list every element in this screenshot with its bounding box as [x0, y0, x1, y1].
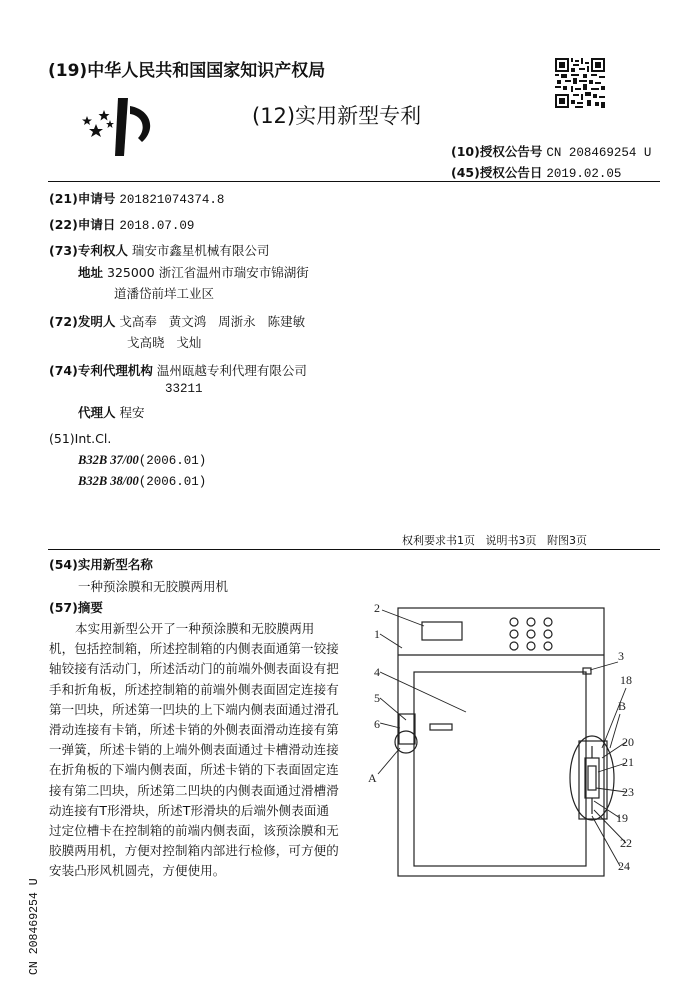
- intcl-version-1: (2006.01): [138, 454, 207, 468]
- publication-number-row: [451, 142, 651, 160]
- hinge-block: [583, 668, 591, 674]
- figure-label-23: 23: [622, 785, 634, 799]
- agency-label: (74)专利代理机构: [49, 363, 153, 378]
- header-divider: [48, 181, 660, 182]
- control-buttons: [510, 618, 552, 650]
- publication-date-row: [451, 163, 621, 181]
- figure-label-18: 18: [620, 673, 632, 687]
- qr-code: [555, 58, 605, 108]
- inventors-row: [49, 312, 305, 330]
- abstract-text: 本实用新型公开了一种预涂膜和无胶膜两用机，包括控制箱，所述控制箱的内侧表面通第一铰接轴铰接有活动门，所述活动门的前端外侧表面设有把手和折角板，所述控制箱的前端外侧表面固定连接有第一凹块，所述第一凹块的上下端内侧表面通过滑孔滑动连接有卡销，所述卡销的外侧表面滑动连接有第一弹簧，所述卡销的上端外侧表面通过卡槽滑动连接在折角板的下端内侧表面，所述卡销的下表面固定连接有第二凹块，所述第二凹块的内侧表面通过滑槽滑动连接有T形滑块，所述T形滑块的后端外侧表面通过定位槽卡在控制箱的前端内侧表面，该预涂膜和无胶膜两用机，方便对控制箱内部进行检修，可方便的安装凸形风机圆壳，方便使用。: [49, 621, 339, 879]
- application-date: 2018.07.09: [119, 219, 195, 233]
- figure-label-6: 6: [374, 717, 380, 731]
- application-date-label: (22)申请日: [49, 217, 116, 232]
- figure-label-a: A: [368, 771, 377, 785]
- figure-label-3: 3: [618, 649, 624, 663]
- agency-code: 33211: [165, 382, 203, 396]
- agent-row: [78, 403, 145, 421]
- display-panel: [422, 622, 462, 640]
- section-divider: [48, 549, 660, 550]
- document-type: (12)实用新型专利: [252, 104, 422, 128]
- agent-label: 代理人: [78, 405, 116, 420]
- control-box-outline: [398, 608, 604, 876]
- page-counts: 权利要求书1页 说明书3页 附图3页: [402, 534, 587, 547]
- abstract-label: (57)摘要: [49, 600, 103, 615]
- address-line-1: 325000 浙江省温州市瑞安市锦湖街: [107, 265, 309, 280]
- publication-number-label: (10)授权公告号: [451, 144, 543, 159]
- access-door: [414, 672, 586, 866]
- intcl-label: (51)Int.Cl.: [49, 431, 112, 446]
- figure-label-5: 5: [374, 691, 380, 705]
- figure-label-20: 20: [622, 735, 634, 749]
- patentee-row: [49, 241, 269, 259]
- intcl-row-2: [78, 473, 206, 489]
- left-latch: [399, 714, 415, 744]
- application-number-label: (21)申请号: [49, 191, 116, 206]
- publication-date: 2019.02.05: [546, 167, 622, 181]
- figure-label-24: 24: [618, 859, 630, 873]
- publication-number: CN 208469254 U: [546, 146, 652, 160]
- intcl-row-1: [78, 452, 206, 468]
- abstract-figure: [356, 596, 646, 890]
- title-label: (54)实用新型名称: [49, 557, 153, 572]
- figure-label-2: 2: [374, 601, 380, 615]
- inventors-line-2: 戈高晓 戈灿: [127, 335, 202, 350]
- address-row: [78, 263, 309, 281]
- figure-label-21: 21: [622, 755, 634, 769]
- side-publication-number: CN 208469254 U: [28, 878, 41, 975]
- agent: 程安: [119, 405, 145, 420]
- agency-row: [49, 361, 307, 379]
- cnipa-emblem: [82, 96, 162, 158]
- publication-date-label: (45)授权公告日: [451, 165, 543, 180]
- address-line-2: 道潘岱前垟工业区: [114, 286, 215, 301]
- intcl-class-2: B32B 38/00: [78, 474, 139, 488]
- application-number-row: [49, 189, 224, 207]
- address-label: 地址: [78, 265, 104, 280]
- office-title: (19)中华人民共和国国家知识产权局: [48, 61, 326, 81]
- utility-model-title: 一种预涂膜和无胶膜两用机: [78, 579, 229, 594]
- application-date-row: [49, 215, 194, 233]
- figure-label-22: 22: [620, 836, 632, 850]
- figure-label-1: 1: [374, 627, 380, 641]
- figure-label-19: 19: [616, 811, 628, 825]
- application-number: 201821074374.8: [119, 193, 225, 207]
- door-handle: [430, 724, 452, 730]
- intcl-class-1: B32B 37/00: [78, 453, 139, 467]
- figure-label-b: B: [618, 699, 627, 713]
- right-latch-assembly: [579, 741, 607, 819]
- figure-label-4: 4: [374, 665, 380, 679]
- intcl-version-2: (2006.01): [138, 475, 207, 489]
- patentee-label: (73)专利权人: [49, 243, 128, 258]
- inventors-line-1: 戈高奉 黄文鸿 周浙永 陈建敏: [119, 314, 306, 329]
- inventors-label: (72)发明人: [49, 314, 116, 329]
- agency: 温州瓯越专利代理有限公司: [156, 363, 307, 378]
- patentee: 瑞安市鑫星机械有限公司: [131, 243, 270, 258]
